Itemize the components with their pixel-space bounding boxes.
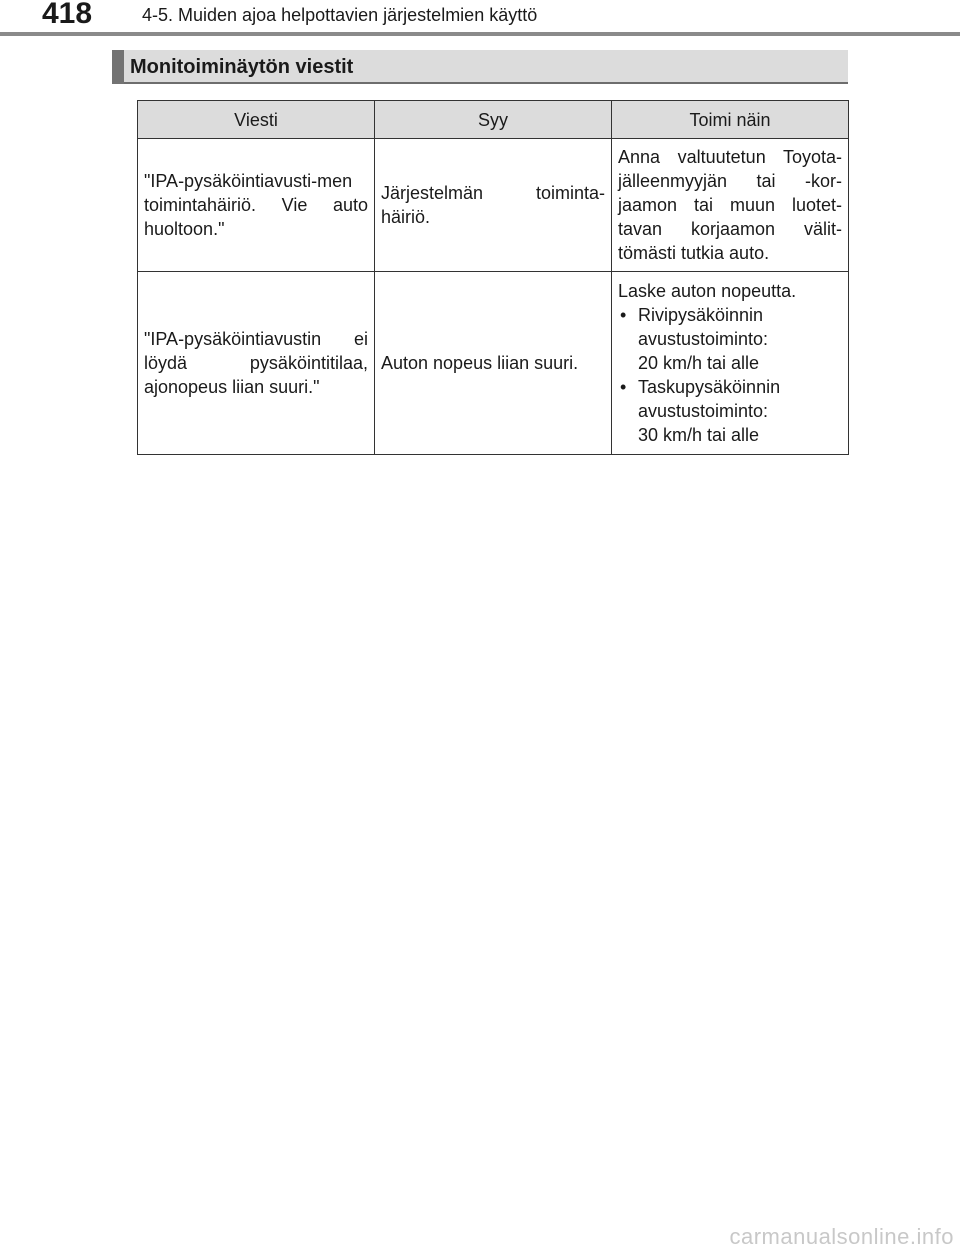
column-header-message: Viesti [138,101,375,139]
table-row [138,272,849,455]
page-number: 418 [42,0,93,30]
action-item-label: Rivipysäköinnin avustustoiminto: [638,305,769,349]
messages-table [137,100,849,455]
bullet-icon: • [620,305,627,325]
cause-cell: Auton nopeus liian suuri. [375,272,612,455]
action-list-item [618,303,842,375]
action-cell [612,272,849,455]
cause-cell: Järjestelmän toiminta-häiriö. [375,139,612,272]
table-header-row [138,101,849,139]
table-row [138,139,849,272]
action-list [618,303,842,447]
message-cell: "IPA-pysäköintiavusti-men toimintahäiriö. Vie auto huoltoon." [138,139,375,272]
watermark: carmanualsonline.info [729,1224,954,1249]
action-list-item [618,375,842,447]
header-rule [0,32,960,36]
chapter-title: 4-5. Muiden ajoa helpottavien järjestelmien käyttö [142,5,538,25]
section-title: Monitoiminäytön viestit [130,56,354,78]
message-cell: "IPA-pysäköintiavustin ei löydä pysäköintitilaa, ajonopeus liian suuri." [138,272,375,455]
action-cell: Anna valtuutetun Toyota-jälleenmyyjän tai -kor-jaamon tai muun luotet-tavan korjaamon välit-tömästi tutkia auto. [612,139,849,272]
page-header [0,0,960,36]
column-header-action: Toimi näin [612,101,849,139]
action-intro: Laske auton nopeutta. [618,281,797,301]
action-item-label: Taskupysäköinnin avustustoiminto: [638,377,781,421]
section-banner [112,50,848,84]
section-bar [112,50,124,84]
action-item-value: 30 km/h tai alle [638,425,760,445]
action-item-value: 20 km/h tai alle [638,353,760,373]
bullet-icon: • [620,377,627,397]
column-header-cause: Syy [375,101,612,139]
